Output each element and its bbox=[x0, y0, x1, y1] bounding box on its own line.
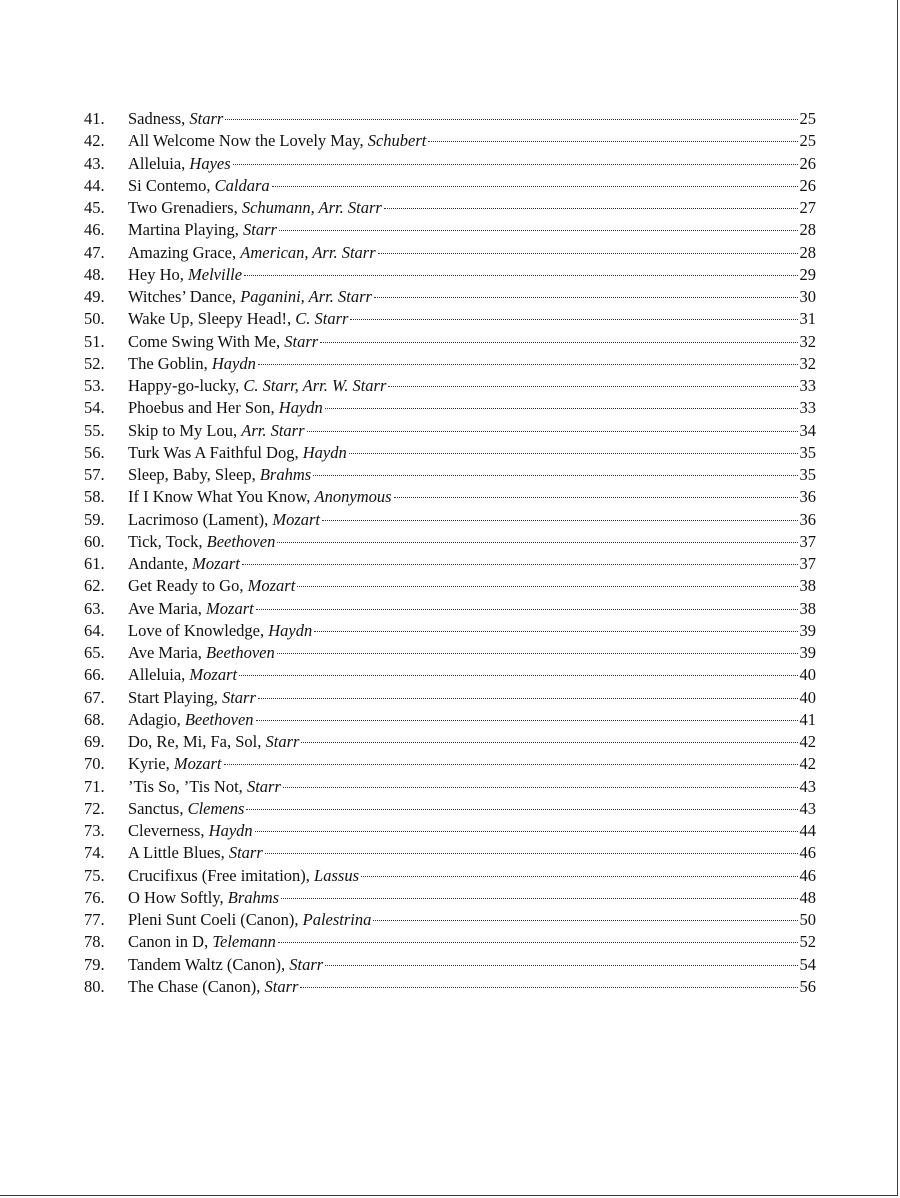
entry-composer: C. Starr bbox=[295, 309, 349, 329]
entry-number: 45. bbox=[84, 198, 105, 217]
entry-composer: Starr bbox=[228, 843, 263, 863]
entry-number: 52. bbox=[84, 353, 105, 373]
toc-entry bbox=[84, 553, 816, 575]
toc-entry bbox=[84, 464, 816, 486]
entry-title-line bbox=[128, 197, 382, 219]
entry-title: Si Contemo, bbox=[128, 175, 215, 195]
entry-number: 67. bbox=[84, 687, 105, 707]
entry-page-number: 52 bbox=[799, 932, 816, 952]
entry-title-line bbox=[128, 108, 223, 130]
dot-leader bbox=[378, 253, 798, 254]
entry-composer: Starr bbox=[246, 776, 281, 796]
entry-title-line bbox=[128, 954, 323, 976]
entry-title-line bbox=[128, 976, 298, 998]
entry-composer: Starr bbox=[189, 109, 224, 128]
entry-number: 47. bbox=[84, 242, 105, 262]
entry-number: 42. bbox=[84, 131, 105, 151]
toc-entry bbox=[84, 375, 816, 397]
entry-title: Turk Was A Faithful Dog, bbox=[128, 442, 303, 462]
entry-title: Two Grenadiers, bbox=[128, 198, 242, 217]
entry-title: O How Softly, bbox=[128, 887, 228, 907]
toc-entry bbox=[84, 197, 816, 219]
entry-title: Hey Ho, bbox=[128, 264, 189, 284]
entry-composer: Starr bbox=[289, 954, 324, 974]
dot-leader bbox=[246, 809, 797, 810]
dot-leader bbox=[277, 542, 797, 543]
entry-composer: Starr bbox=[243, 220, 277, 240]
entry-title: Kyrie, bbox=[128, 754, 174, 774]
entry-composer: Beethoven bbox=[184, 709, 254, 729]
entry-composer: Beethoven bbox=[206, 531, 276, 551]
entry-composer: Haydn bbox=[302, 442, 347, 462]
toc-entry bbox=[84, 420, 816, 442]
entry-number: 57. bbox=[84, 465, 105, 484]
entry-title-line bbox=[128, 798, 244, 820]
dot-leader bbox=[242, 564, 798, 565]
entry-title-line bbox=[128, 753, 222, 775]
entry-page-number: 50 bbox=[799, 910, 816, 929]
entry-title: If I Know What You Know, bbox=[128, 487, 315, 507]
entry-page-number: 39 bbox=[799, 643, 816, 662]
entry-title: Tandem Waltz (Canon), bbox=[128, 954, 290, 974]
entry-composer: Mozart bbox=[173, 754, 222, 774]
entry-page-number: 42 bbox=[799, 732, 816, 751]
toc-entry bbox=[84, 397, 816, 419]
entry-number: 55. bbox=[84, 420, 105, 440]
entry-number: 66. bbox=[84, 665, 105, 685]
entry-composer: Caldara bbox=[214, 175, 270, 195]
dot-leader bbox=[350, 319, 797, 320]
entry-composer: Brahms bbox=[259, 465, 312, 484]
entry-composer: Starr bbox=[284, 331, 319, 351]
dot-leader bbox=[244, 275, 797, 276]
dot-leader bbox=[361, 876, 798, 877]
entry-title-line bbox=[128, 442, 347, 464]
entry-page-number: 46 bbox=[799, 843, 816, 863]
entry-composer: Haydn bbox=[211, 353, 256, 373]
entry-number: 50. bbox=[84, 309, 105, 329]
toc-entry bbox=[84, 798, 816, 820]
entry-title-line bbox=[128, 575, 295, 597]
toc-entry bbox=[84, 820, 816, 842]
entry-page-number: 36 bbox=[799, 487, 816, 507]
entry-title: Cleverness, bbox=[128, 821, 209, 840]
entry-title: Start Playing, bbox=[128, 687, 222, 707]
entry-title: Alleluia, bbox=[128, 665, 190, 685]
entry-title: Love of Knowledge, bbox=[128, 620, 269, 640]
dot-leader bbox=[283, 787, 798, 788]
entry-title-line bbox=[128, 375, 386, 397]
entry-title: Come Swing With Me, bbox=[128, 331, 285, 351]
toc-entry bbox=[84, 954, 816, 976]
entry-composer: Mozart bbox=[272, 509, 320, 529]
entry-number: 78. bbox=[84, 932, 105, 952]
entry-page-number: 44 bbox=[799, 821, 816, 840]
entry-title-line bbox=[128, 308, 348, 330]
entry-title: Sadness, bbox=[128, 109, 190, 128]
entry-title-line bbox=[128, 687, 256, 709]
entry-title-line bbox=[128, 931, 276, 953]
dot-leader bbox=[374, 297, 798, 298]
entry-number: 69. bbox=[84, 732, 105, 751]
entry-title: Skip to My Lou, bbox=[128, 420, 242, 440]
toc-entry bbox=[84, 308, 816, 330]
entry-page-number: 39 bbox=[799, 620, 816, 640]
entry-number: 79. bbox=[84, 954, 105, 974]
entry-page-number: 33 bbox=[799, 376, 816, 395]
entry-number: 74. bbox=[84, 843, 105, 863]
entry-composer: C. Starr, Arr. W. Starr bbox=[243, 376, 387, 395]
entry-page-number: 25 bbox=[799, 109, 816, 128]
entry-title-line bbox=[128, 664, 237, 686]
entry-title-line bbox=[128, 331, 318, 353]
toc-entry bbox=[84, 353, 816, 375]
toc-entry bbox=[84, 442, 816, 464]
dot-leader bbox=[255, 831, 798, 832]
dot-leader bbox=[256, 609, 798, 610]
entry-page-number: 32 bbox=[799, 353, 816, 373]
entry-page-number: 33 bbox=[799, 398, 816, 418]
entry-title-line bbox=[128, 153, 231, 175]
entry-composer: Mozart bbox=[192, 554, 240, 573]
toc-entry bbox=[84, 642, 816, 664]
entry-number: 58. bbox=[84, 487, 105, 507]
entry-composer: Schumann, Arr. Starr bbox=[241, 198, 382, 217]
entry-title-line bbox=[128, 531, 275, 553]
entry-composer: Melville bbox=[188, 264, 243, 284]
entry-number: 77. bbox=[84, 910, 105, 929]
entry-title: Andante, bbox=[128, 554, 193, 573]
entry-number: 61. bbox=[84, 554, 105, 573]
dot-leader bbox=[256, 720, 798, 721]
entry-title: Witches’ Dance, bbox=[128, 287, 241, 306]
entry-title: The Goblin, bbox=[128, 353, 212, 373]
entry-number: 53. bbox=[84, 376, 105, 395]
entry-composer: Starr bbox=[265, 732, 300, 751]
entry-title-line bbox=[128, 420, 305, 442]
toc-entry bbox=[84, 731, 816, 753]
entry-title: Amazing Grace, bbox=[128, 242, 241, 262]
toc-entry bbox=[84, 264, 816, 286]
entry-number: 64. bbox=[84, 620, 105, 640]
entry-title-line bbox=[128, 353, 256, 375]
toc-entry bbox=[84, 976, 816, 998]
entry-title-line bbox=[128, 887, 279, 909]
dot-leader bbox=[301, 742, 797, 743]
entry-number: 59. bbox=[84, 509, 105, 529]
entry-title: Do, Re, Mi, Fa, Sol, bbox=[128, 732, 266, 751]
entry-number: 54. bbox=[84, 398, 105, 418]
entry-page-number: 35 bbox=[799, 442, 816, 462]
entry-composer: Haydn bbox=[208, 821, 253, 840]
entry-composer: Lassus bbox=[314, 865, 359, 885]
entry-number: 71. bbox=[84, 776, 105, 796]
dot-leader bbox=[320, 342, 797, 343]
entry-number: 46. bbox=[84, 220, 105, 240]
entry-title-line bbox=[128, 776, 281, 798]
toc-entry bbox=[84, 486, 816, 508]
dot-leader bbox=[265, 853, 798, 854]
entry-title: Martina Playing, bbox=[128, 220, 244, 240]
dot-leader bbox=[239, 675, 797, 676]
entry-number: 44. bbox=[84, 175, 105, 195]
entry-title-line bbox=[128, 286, 372, 308]
entry-composer: Mozart bbox=[206, 598, 254, 618]
entry-page-number: 26 bbox=[799, 153, 816, 173]
toc-entry bbox=[84, 931, 816, 953]
entry-page-number: 26 bbox=[799, 175, 816, 195]
entry-number: 72. bbox=[84, 798, 105, 818]
entry-composer: Starr bbox=[264, 976, 299, 996]
entry-number: 73. bbox=[84, 821, 105, 840]
entry-title: Sleep, Baby, Sleep, bbox=[128, 465, 260, 484]
dot-leader bbox=[349, 453, 798, 454]
dot-leader bbox=[279, 230, 798, 231]
entry-page-number: 25 bbox=[799, 131, 816, 151]
entry-title-line bbox=[128, 709, 254, 731]
entry-title: Phoebus and Her Son, bbox=[128, 398, 279, 418]
entry-page-number: 41 bbox=[799, 709, 816, 729]
toc-entry bbox=[84, 887, 816, 909]
entry-title-line bbox=[128, 865, 359, 887]
toc-entry bbox=[84, 286, 816, 308]
entry-title-line bbox=[128, 397, 323, 419]
entry-title: Wake Up, Sleepy Head!, bbox=[128, 309, 296, 329]
dot-leader bbox=[322, 520, 798, 521]
entry-title-line bbox=[128, 130, 426, 152]
entry-title: The Chase (Canon), bbox=[128, 976, 265, 996]
toc-entry bbox=[84, 909, 816, 931]
entry-title-line bbox=[128, 264, 242, 286]
dot-leader bbox=[277, 653, 798, 654]
entry-composer: Starr bbox=[221, 687, 256, 707]
entry-number: 62. bbox=[84, 576, 105, 596]
entry-page-number: 31 bbox=[799, 309, 816, 329]
entry-page-number: 43 bbox=[799, 798, 816, 818]
entry-page-number: 34 bbox=[799, 420, 816, 440]
entry-title: Adagio, bbox=[128, 709, 185, 729]
entry-page-number: 27 bbox=[799, 198, 816, 217]
dot-leader bbox=[314, 631, 797, 632]
dot-leader bbox=[325, 965, 797, 966]
dot-leader bbox=[384, 208, 798, 209]
entry-number: 80. bbox=[84, 976, 105, 996]
entry-page-number: 40 bbox=[799, 687, 816, 707]
entry-title-line bbox=[128, 509, 320, 531]
entry-title: ’Tis So, ’Tis Not, bbox=[128, 776, 247, 796]
entry-number: 49. bbox=[84, 287, 105, 306]
toc-entry bbox=[84, 664, 816, 686]
entry-composer: American, Arr. Starr bbox=[240, 242, 376, 262]
entry-title-line bbox=[128, 464, 311, 486]
entry-number: 60. bbox=[84, 531, 105, 551]
table-of-contents bbox=[84, 108, 816, 998]
entry-composer: Clemens bbox=[187, 798, 245, 818]
dot-leader bbox=[258, 364, 798, 365]
entry-title-line bbox=[128, 842, 263, 864]
dot-leader bbox=[233, 164, 798, 165]
entry-page-number: 28 bbox=[799, 220, 816, 240]
entry-page-number: 29 bbox=[799, 264, 816, 284]
entry-page-number: 46 bbox=[799, 865, 816, 885]
entry-number: 76. bbox=[84, 887, 105, 907]
dot-leader bbox=[373, 920, 797, 921]
entry-composer: Mozart bbox=[247, 576, 296, 596]
entry-title: Tick, Tock, bbox=[128, 531, 207, 551]
entry-composer: Anonymous bbox=[314, 487, 392, 507]
dot-leader bbox=[428, 141, 797, 142]
entry-title: Crucifixus (Free imitation), bbox=[128, 865, 315, 885]
entry-composer: Paganini, Arr. Starr bbox=[240, 287, 372, 306]
entry-title: Lacrimoso (Lament), bbox=[128, 509, 273, 529]
dot-leader bbox=[258, 698, 798, 699]
entry-title: Ave Maria, bbox=[128, 598, 207, 618]
toc-entry bbox=[84, 108, 816, 130]
entry-title: A Little Blues, bbox=[128, 843, 229, 863]
toc-entry bbox=[84, 687, 816, 709]
entry-title: Pleni Sunt Coeli (Canon), bbox=[128, 910, 303, 929]
entry-composer: Haydn bbox=[278, 398, 323, 418]
entry-title: Get Ready to Go, bbox=[128, 576, 248, 596]
entry-title: Alleluia, bbox=[128, 153, 190, 173]
entry-number: 56. bbox=[84, 442, 105, 462]
entry-title: Ave Maria, bbox=[128, 643, 207, 662]
entry-title-line bbox=[128, 642, 275, 664]
entry-title: All Welcome Now the Lovely May, bbox=[128, 131, 368, 151]
entry-number: 68. bbox=[84, 709, 105, 729]
dot-leader bbox=[394, 497, 798, 498]
dot-leader bbox=[313, 475, 797, 476]
entry-page-number: 28 bbox=[799, 242, 816, 262]
entry-page-number: 54 bbox=[799, 954, 816, 974]
entry-title: Canon in D, bbox=[128, 932, 213, 952]
dot-leader bbox=[278, 942, 798, 943]
toc-entry bbox=[84, 842, 816, 864]
entry-title-line bbox=[128, 219, 277, 241]
entry-title-line bbox=[128, 175, 270, 197]
entry-number: 48. bbox=[84, 264, 105, 284]
toc-entry bbox=[84, 598, 816, 620]
dot-leader bbox=[307, 431, 798, 432]
toc-entry bbox=[84, 531, 816, 553]
entry-composer: Brahms bbox=[227, 887, 280, 907]
toc-entry bbox=[84, 575, 816, 597]
entry-composer: Arr. Starr bbox=[241, 420, 305, 440]
toc-entry bbox=[84, 219, 816, 241]
entry-title-line bbox=[128, 820, 253, 842]
entry-number: 65. bbox=[84, 643, 105, 662]
toc-entry bbox=[84, 242, 816, 264]
toc-entry bbox=[84, 175, 816, 197]
dot-leader bbox=[300, 987, 797, 988]
entry-page-number: 36 bbox=[799, 509, 816, 529]
dot-leader bbox=[297, 586, 797, 587]
entry-number: 43. bbox=[84, 153, 105, 173]
entry-number: 51. bbox=[84, 331, 105, 351]
toc-entry bbox=[84, 509, 816, 531]
entry-title: Sanctus, bbox=[128, 798, 188, 818]
toc-entry bbox=[84, 776, 816, 798]
entry-composer: Schubert bbox=[367, 131, 427, 151]
dot-leader bbox=[388, 386, 797, 387]
entry-composer: Mozart bbox=[189, 665, 238, 685]
entry-title-line bbox=[128, 909, 371, 931]
entry-number: 63. bbox=[84, 598, 105, 618]
entry-page-number: 38 bbox=[799, 576, 816, 596]
entry-title-line bbox=[128, 620, 312, 642]
entry-number: 75. bbox=[84, 865, 105, 885]
toc-entry bbox=[84, 620, 816, 642]
entry-composer: Palestrina bbox=[302, 910, 372, 929]
entry-page-number: 30 bbox=[799, 287, 816, 306]
entry-title-line bbox=[128, 242, 376, 264]
dot-leader bbox=[281, 898, 797, 899]
entry-page-number: 35 bbox=[799, 465, 816, 484]
entry-page-number: 48 bbox=[799, 887, 816, 907]
toc-entry bbox=[84, 753, 816, 775]
entry-composer: Beethoven bbox=[206, 643, 275, 662]
toc-entry bbox=[84, 865, 816, 887]
entry-page-number: 32 bbox=[799, 331, 816, 351]
dot-leader bbox=[225, 119, 797, 120]
entry-page-number: 38 bbox=[799, 598, 816, 618]
entry-page-number: 37 bbox=[799, 531, 816, 551]
toc-entry bbox=[84, 709, 816, 731]
entry-page-number: 56 bbox=[799, 976, 816, 996]
toc-entry bbox=[84, 331, 816, 353]
entry-composer: Haydn bbox=[268, 620, 313, 640]
toc-entry bbox=[84, 153, 816, 175]
entry-page-number: 43 bbox=[799, 776, 816, 796]
entry-page-number: 42 bbox=[799, 754, 816, 774]
entry-title-line bbox=[128, 553, 240, 575]
dot-leader bbox=[224, 764, 798, 765]
entry-page-number: 37 bbox=[799, 554, 816, 573]
entry-title-line bbox=[128, 598, 254, 620]
entry-title-line bbox=[128, 731, 299, 753]
dot-leader bbox=[325, 408, 798, 409]
entry-title-line bbox=[128, 486, 392, 508]
dot-leader bbox=[272, 186, 798, 187]
entry-number: 41. bbox=[84, 109, 105, 128]
entry-composer: Hayes bbox=[189, 153, 231, 173]
entry-number: 70. bbox=[84, 754, 105, 774]
entry-composer: Telemann bbox=[212, 932, 276, 952]
toc-entry bbox=[84, 130, 816, 152]
entry-title: Happy-go-lucky, bbox=[128, 376, 244, 395]
entry-page-number: 40 bbox=[799, 665, 816, 685]
